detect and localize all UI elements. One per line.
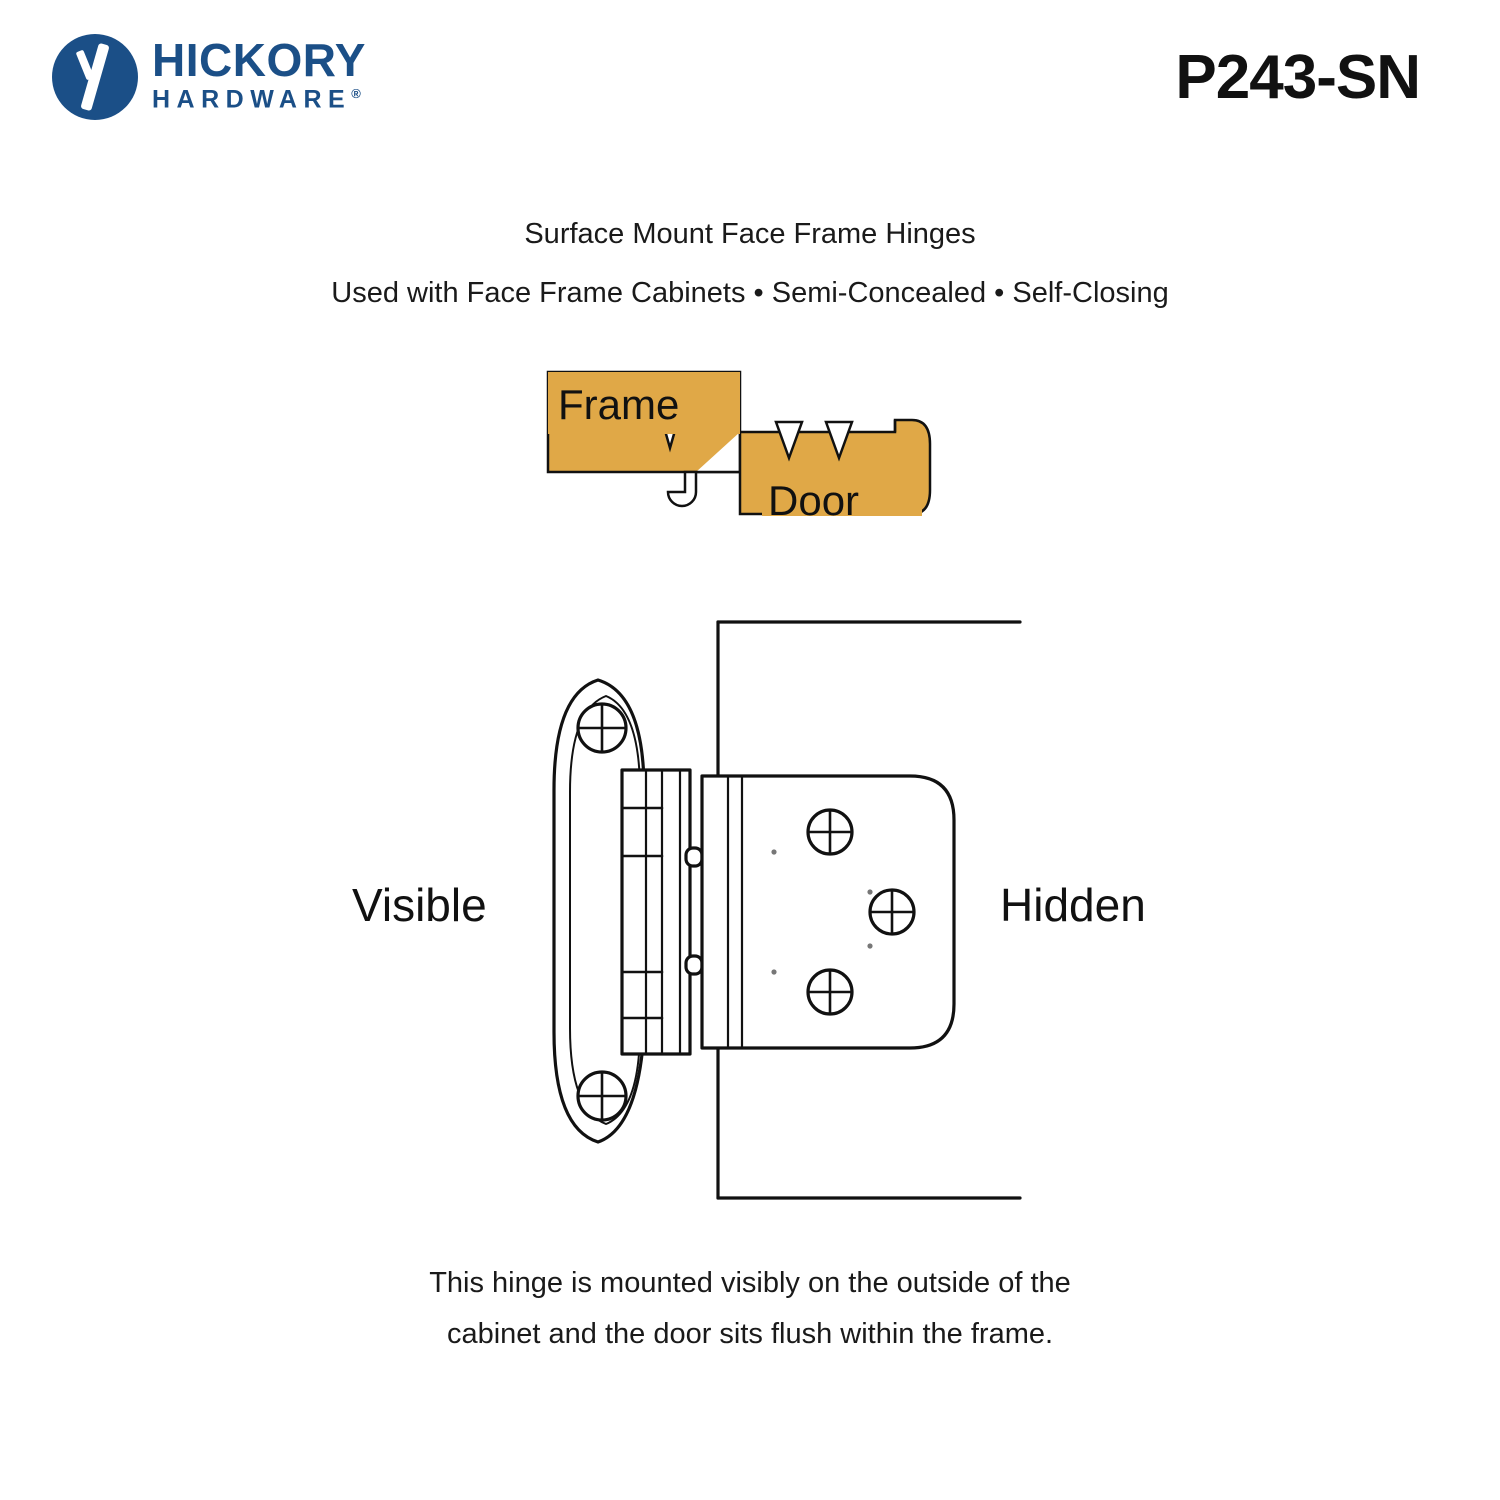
alignment-dot-4 bbox=[867, 943, 872, 948]
brand-name-primary: HICKORY bbox=[152, 34, 366, 87]
mounting-description bbox=[0, 1258, 1500, 1360]
frame-door-diagram bbox=[540, 362, 960, 552]
product-features-line: Used with Face Frame Cabinets • Semi-Concealed • Self-Closing bbox=[331, 277, 1169, 309]
subtitle-block bbox=[0, 218, 1500, 310]
hickory-logo-icon bbox=[52, 34, 138, 120]
alignment-dot-2 bbox=[771, 969, 776, 974]
hinge-pin-nub-bottom bbox=[686, 956, 702, 974]
page-header bbox=[0, 0, 1500, 160]
visible-side-label: Visible bbox=[352, 879, 487, 931]
door-label: Door bbox=[768, 477, 860, 524]
hidden-side-label: Hidden bbox=[1000, 879, 1146, 931]
product-sku: P243-SN bbox=[1175, 43, 1420, 112]
brand-wordmark bbox=[152, 34, 366, 116]
mounting-description-line-1: This hinge is mounted visibly on the outside of the bbox=[429, 1267, 1071, 1299]
frame-label: Frame bbox=[558, 381, 680, 428]
product-type-title: Surface Mount Face Frame Hinges bbox=[524, 218, 976, 250]
alignment-dot-3 bbox=[867, 889, 872, 894]
brand-name-secondary bbox=[152, 87, 366, 112]
hinge-pin-nub-top bbox=[686, 848, 702, 866]
brand-logo bbox=[52, 34, 366, 120]
brand-name-secondary-text: HARDWARE bbox=[152, 85, 352, 114]
trademark-symbol: ® bbox=[351, 86, 361, 102]
alignment-dot-1 bbox=[771, 849, 776, 854]
mounting-description-line-2: cabinet and the door sits flush within the frame. bbox=[446, 1317, 1054, 1350]
